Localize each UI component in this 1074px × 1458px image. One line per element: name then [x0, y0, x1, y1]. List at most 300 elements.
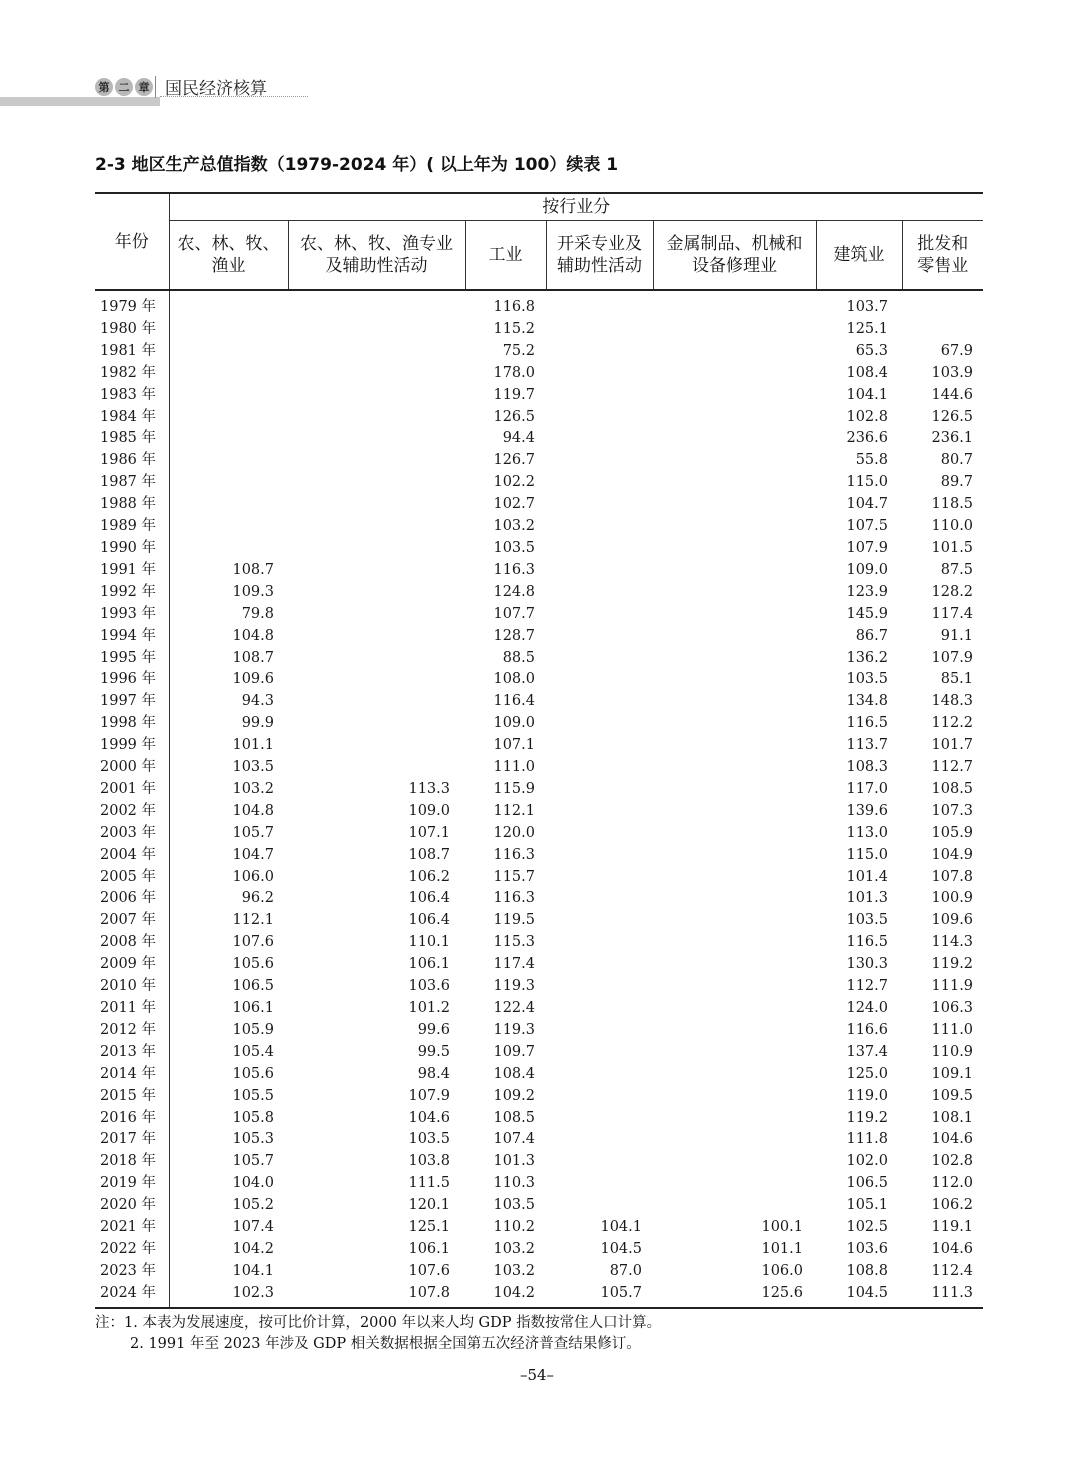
value-cell	[288, 516, 465, 538]
table-row	[95, 582, 983, 604]
column-header-line: 工业	[488, 245, 523, 265]
value-cell: 85.1	[940, 671, 974, 688]
value-cell: 126.5	[931, 408, 974, 425]
value-cell	[546, 954, 653, 976]
value-cell: 116.3	[493, 561, 535, 578]
value-cell	[546, 363, 653, 385]
value-cell: 109.2	[493, 1087, 535, 1104]
value-cell	[653, 385, 816, 407]
value-cell	[902, 290, 983, 319]
value-cell: 89.7	[940, 474, 974, 491]
value-cell: 107.4	[232, 1219, 274, 1236]
value-cell: 79.8	[241, 605, 274, 622]
year-cell: 2013 年	[95, 1042, 169, 1064]
column-header	[546, 221, 653, 291]
value-cell: 98.4	[417, 1065, 450, 1082]
value-cell: 105.4	[232, 1043, 274, 1060]
value-cell: 104.1	[846, 386, 888, 403]
value-cell	[653, 516, 816, 538]
value-cell: 104.5	[816, 1283, 902, 1308]
value-cell	[653, 560, 816, 582]
value-cell	[653, 428, 816, 450]
value-cell: 94.4	[502, 430, 535, 447]
table-row	[95, 1129, 983, 1151]
value-cell: 112.7	[846, 978, 888, 995]
value-cell: 112.1	[493, 802, 535, 819]
value-cell: 144.6	[931, 386, 974, 403]
value-cell	[653, 998, 816, 1020]
value-cell: 124.0	[846, 1000, 888, 1016]
value-cell: 104.6	[408, 1109, 450, 1126]
value-cell: 55.8	[855, 452, 888, 469]
value-cell: 102.0	[846, 1153, 888, 1170]
year-cell: 2015 年	[95, 1086, 169, 1108]
year-cell: 1979 年	[95, 290, 169, 319]
value-cell: 145.9	[846, 605, 888, 622]
value-cell: 123.9	[846, 583, 888, 600]
header-divider	[155, 76, 156, 98]
value-cell: 119.7	[493, 386, 535, 403]
table-row	[95, 1283, 983, 1308]
value-cell: 114.3	[931, 934, 974, 951]
value-cell	[288, 713, 465, 735]
value-cell	[653, 319, 816, 341]
value-cell	[653, 1042, 816, 1064]
year-cell: 2006 年	[95, 888, 169, 910]
column-header-line: 及辅助性活动	[325, 256, 428, 276]
value-cell	[653, 1064, 816, 1086]
value-cell	[288, 648, 465, 670]
value-cell: 100.1	[761, 1219, 803, 1236]
value-cell: 106.1	[408, 956, 450, 973]
value-cell: 104.7	[846, 496, 888, 513]
table-row	[95, 648, 983, 670]
value-cell	[653, 867, 816, 889]
value-cell	[546, 428, 653, 450]
value-cell	[653, 472, 816, 494]
value-cell: 112.7	[931, 759, 974, 776]
table-row	[95, 472, 983, 494]
value-cell: 178.0	[493, 364, 535, 381]
value-cell	[546, 779, 653, 801]
year-cell: 1987 年	[95, 472, 169, 494]
value-cell: 106.1	[408, 1240, 450, 1257]
value-cell	[653, 976, 816, 998]
value-cell: 99.5	[417, 1043, 450, 1060]
value-cell	[653, 910, 816, 932]
value-cell	[546, 385, 653, 407]
value-cell	[546, 691, 653, 713]
value-cell	[653, 823, 816, 845]
value-cell: 108.1	[931, 1109, 974, 1126]
column-header-line: 批发和	[917, 234, 969, 254]
value-cell: 110.1	[408, 934, 450, 951]
value-cell: 86.7	[855, 627, 888, 644]
value-cell	[653, 341, 816, 363]
value-cell	[653, 954, 816, 976]
value-cell: 101.3	[846, 890, 888, 907]
year-cell: 2014 年	[95, 1064, 169, 1086]
value-cell: 125.6	[653, 1283, 816, 1308]
value-cell: 94.3	[241, 693, 274, 710]
value-cell: 108.7	[408, 846, 450, 863]
value-cell	[653, 1173, 816, 1195]
table-row	[95, 867, 983, 889]
value-cell: 75.2	[502, 342, 535, 359]
table-row	[95, 669, 983, 691]
table-row	[95, 604, 983, 626]
value-cell: 122.4	[493, 1000, 535, 1016]
year-cell: 2001 年	[95, 779, 169, 801]
value-cell: 105.6	[232, 956, 274, 973]
value-cell	[546, 604, 653, 626]
year-cell: 1998 年	[95, 713, 169, 735]
value-cell: 236.1	[931, 430, 974, 447]
value-cell	[653, 691, 816, 713]
table-row	[95, 976, 983, 998]
value-cell: 112.0	[931, 1175, 974, 1192]
value-cell: 109.6	[232, 671, 274, 688]
value-cell: 117.0	[846, 780, 888, 797]
value-cell: 112.2	[931, 715, 974, 732]
value-cell: 107.6	[408, 1262, 450, 1279]
value-cell: 120.1	[408, 1197, 450, 1214]
table-row	[95, 823, 983, 845]
value-cell: 107.7	[493, 605, 535, 622]
value-cell	[653, 582, 816, 604]
value-cell: 105.9	[232, 1021, 274, 1038]
value-cell	[653, 1086, 816, 1108]
value-cell: 80.7	[940, 452, 974, 469]
value-cell	[653, 1108, 816, 1130]
year-cell: 1991 年	[95, 560, 169, 582]
column-header-line: 建筑业	[833, 245, 885, 265]
table-title: 2-3 地区生产总值指数（1979-2024 年）( 以上年为 100）续表 1	[95, 155, 619, 175]
year-column-header: 年份	[95, 193, 169, 290]
value-cell: 116.6	[846, 1021, 888, 1038]
table-row	[95, 1239, 983, 1261]
value-cell	[288, 363, 465, 385]
year-cell: 1980 年	[95, 319, 169, 341]
value-cell	[653, 713, 816, 735]
value-cell	[546, 1108, 653, 1130]
value-cell: 125.1	[408, 1219, 450, 1236]
value-cell: 109.0	[408, 802, 450, 819]
note-2: 2. 1991 年至 2023 年涉及 GDP 相关数据根据全国第五次经济普查结果修订。	[130, 1336, 641, 1352]
value-cell	[546, 867, 653, 889]
table-row	[95, 1064, 983, 1086]
value-cell: 103.5	[846, 912, 888, 929]
value-cell	[288, 290, 465, 319]
year-cell: 1985 年	[95, 428, 169, 450]
year-cell: 2016 年	[95, 1108, 169, 1130]
table-row	[95, 801, 983, 823]
value-cell: 103.2	[493, 1240, 535, 1257]
table-row	[95, 363, 983, 385]
value-cell: 106.0	[761, 1262, 803, 1279]
value-cell	[169, 494, 288, 516]
value-cell: 101.5	[931, 539, 974, 556]
table-row	[95, 910, 983, 932]
value-cell: 104.8	[232, 802, 274, 819]
year-cell: 2005 年	[95, 867, 169, 889]
value-cell: 104.7	[232, 846, 274, 863]
value-cell: 106.2	[931, 1197, 974, 1214]
year-cell: 2007 年	[95, 910, 169, 932]
value-cell: 105.6	[232, 1065, 274, 1082]
value-cell: 106.0	[232, 868, 274, 885]
value-cell: 110.2	[493, 1219, 535, 1236]
value-cell	[653, 779, 816, 801]
value-cell: 125.0	[846, 1065, 888, 1082]
year-cell: 1996 年	[95, 669, 169, 691]
value-cell	[546, 626, 653, 648]
value-cell: 109.3	[232, 583, 274, 600]
value-cell	[169, 407, 288, 429]
value-cell	[546, 1173, 653, 1195]
value-cell	[288, 341, 465, 363]
year-cell: 2021 年	[95, 1217, 169, 1239]
year-cell: 1986 年	[95, 450, 169, 472]
value-cell: 105.7	[232, 1153, 274, 1170]
table-row	[95, 538, 983, 560]
value-cell: 125.1	[846, 320, 888, 337]
value-cell: 103.7	[846, 299, 888, 315]
value-cell	[288, 494, 465, 516]
value-cell	[288, 560, 465, 582]
value-cell	[546, 1086, 653, 1108]
column-header	[465, 221, 546, 291]
column-header-line: 农、林、牧、渔专业	[300, 234, 453, 254]
table-row	[95, 735, 983, 757]
value-cell	[546, 407, 653, 429]
value-cell: 104.6	[931, 1131, 974, 1148]
value-cell	[546, 757, 653, 779]
value-cell: 107.5	[846, 518, 888, 535]
value-cell: 103.2	[493, 1262, 535, 1279]
value-cell: 108.4	[846, 364, 888, 381]
value-cell: 116.3	[493, 890, 535, 907]
value-cell	[546, 341, 653, 363]
table-row	[95, 845, 983, 867]
value-cell: 107.9	[846, 539, 888, 556]
value-cell	[653, 1195, 816, 1217]
page-number: –54–	[519, 1366, 555, 1384]
industry-group-header: 按行业分	[169, 193, 983, 221]
table-row	[95, 954, 983, 976]
value-cell: 106.1	[232, 1000, 274, 1016]
table-row	[95, 1195, 983, 1217]
value-cell: 105.8	[232, 1109, 274, 1126]
value-cell	[902, 319, 983, 341]
year-cell: 1992 年	[95, 582, 169, 604]
value-cell: 119.3	[493, 978, 535, 995]
table-row	[95, 1042, 983, 1064]
table-notes	[95, 1313, 995, 1355]
value-cell	[288, 691, 465, 713]
column-header	[653, 221, 816, 291]
value-cell: 104.0	[232, 1175, 274, 1192]
value-cell: 103.5	[232, 759, 274, 776]
year-cell: 1990 年	[95, 538, 169, 560]
year-cell: 1993 年	[95, 604, 169, 626]
value-cell: 101.7	[931, 737, 974, 754]
value-cell	[288, 407, 465, 429]
year-cell: 2003 年	[95, 823, 169, 845]
value-cell	[653, 494, 816, 516]
value-cell	[653, 450, 816, 472]
year-cell: 1999 年	[95, 735, 169, 757]
value-cell: 103.9	[931, 364, 974, 381]
year-cell: 2023 年	[95, 1261, 169, 1283]
value-cell	[653, 932, 816, 954]
value-cell: 101.3	[493, 1153, 535, 1170]
value-cell	[546, 516, 653, 538]
year-cell: 2002 年	[95, 801, 169, 823]
column-header-line: 设备修理业	[692, 256, 777, 276]
chapter-char: 第	[95, 78, 113, 96]
value-cell: 102.8	[931, 1153, 974, 1170]
value-cell	[546, 845, 653, 867]
value-cell: 116.4	[493, 693, 535, 710]
table-row	[95, 998, 983, 1020]
value-cell: 104.8	[232, 627, 274, 644]
table-row	[95, 691, 983, 713]
value-cell: 103.6	[408, 978, 450, 995]
table-row	[95, 341, 983, 363]
value-cell: 91.1	[940, 627, 974, 644]
value-cell	[546, 1042, 653, 1064]
value-cell	[653, 669, 816, 691]
table-row	[95, 626, 983, 648]
value-cell	[546, 290, 653, 319]
table-row	[95, 494, 983, 516]
value-cell: 96.2	[241, 890, 274, 907]
year-cell: 2008 年	[95, 932, 169, 954]
table-row	[95, 560, 983, 582]
column-header-line: 渔业	[211, 256, 246, 276]
value-cell	[288, 604, 465, 626]
value-cell	[169, 385, 288, 407]
value-cell: 119.1	[931, 1219, 974, 1236]
value-cell	[546, 669, 653, 691]
table-row	[95, 290, 983, 319]
value-cell	[653, 290, 816, 319]
value-cell	[169, 319, 288, 341]
value-cell: 110.3	[493, 1175, 535, 1192]
value-cell: 119.2	[846, 1109, 888, 1126]
table-row	[95, 1108, 983, 1130]
chapter-badge	[95, 76, 153, 98]
value-cell: 109.7	[493, 1043, 535, 1060]
value-cell	[546, 910, 653, 932]
value-cell	[653, 626, 816, 648]
section-title: 国民经济核算	[165, 79, 267, 99]
value-cell: 111.9	[931, 978, 974, 995]
value-cell	[169, 450, 288, 472]
value-cell: 130.3	[846, 956, 888, 973]
table-row	[95, 1020, 983, 1042]
value-cell	[653, 735, 816, 757]
chapter-char: 章	[135, 78, 153, 96]
value-cell	[546, 932, 653, 954]
value-cell	[546, 1151, 653, 1173]
value-cell	[546, 976, 653, 998]
value-cell: 102.5	[846, 1219, 888, 1236]
column-header-line: 零售业	[917, 256, 969, 276]
value-cell	[546, 888, 653, 910]
value-cell: 104.1	[600, 1219, 642, 1236]
value-cell: 126.7	[493, 452, 535, 469]
value-cell: 115.3	[493, 934, 535, 951]
column-header-line: 金属制品、机械和	[666, 234, 803, 254]
year-cell: 1984 年	[95, 407, 169, 429]
value-cell	[546, 319, 653, 341]
year-cell: 1994 年	[95, 626, 169, 648]
value-cell: 108.8	[846, 1262, 888, 1279]
column-header	[816, 221, 902, 291]
value-cell: 104.2	[232, 1240, 274, 1257]
value-cell	[653, 363, 816, 385]
value-cell: 100.9	[931, 890, 974, 907]
value-cell: 107.8	[288, 1283, 465, 1308]
value-cell: 111.5	[408, 1175, 450, 1192]
value-cell	[653, 1020, 816, 1042]
table-row	[95, 516, 983, 538]
value-cell: 107.4	[493, 1131, 535, 1148]
value-cell	[546, 494, 653, 516]
value-cell	[546, 801, 653, 823]
value-cell	[169, 428, 288, 450]
table-row	[95, 1173, 983, 1195]
value-cell: 106.4	[408, 912, 450, 929]
value-cell: 139.6	[846, 802, 888, 819]
year-cell: 2012 年	[95, 1020, 169, 1042]
value-cell: 105.2	[232, 1197, 274, 1214]
value-cell: 101.4	[846, 868, 888, 885]
value-cell: 118.5	[931, 496, 974, 513]
value-cell: 107.6	[232, 934, 274, 951]
value-cell: 128.7	[493, 627, 535, 644]
value-cell	[546, 1195, 653, 1217]
value-cell: 99.6	[417, 1021, 450, 1038]
value-cell: 120.0	[493, 824, 535, 841]
value-cell: 104.9	[931, 846, 974, 863]
value-cell: 104.2	[465, 1283, 546, 1308]
value-cell	[653, 801, 816, 823]
value-cell: 103.2	[493, 518, 535, 535]
column-header-line: 辅助性活动	[557, 256, 642, 276]
value-cell: 136.2	[846, 649, 888, 666]
value-cell: 128.2	[931, 583, 974, 600]
year-cell: 2011 年	[95, 998, 169, 1020]
value-cell: 119.2	[931, 956, 974, 973]
column-header	[169, 221, 288, 291]
column-header	[902, 221, 983, 291]
value-cell	[288, 626, 465, 648]
year-cell: 1989 年	[95, 516, 169, 538]
value-cell: 106.4	[408, 890, 450, 907]
value-cell	[288, 450, 465, 472]
value-cell: 112.1	[232, 912, 274, 929]
value-cell: 87.0	[609, 1262, 642, 1279]
table-row	[95, 385, 983, 407]
value-cell: 109.0	[493, 715, 535, 732]
value-cell: 113.0	[846, 824, 888, 841]
value-cell: 99.9	[241, 715, 274, 732]
value-cell	[546, 998, 653, 1020]
header-bar	[0, 97, 160, 106]
